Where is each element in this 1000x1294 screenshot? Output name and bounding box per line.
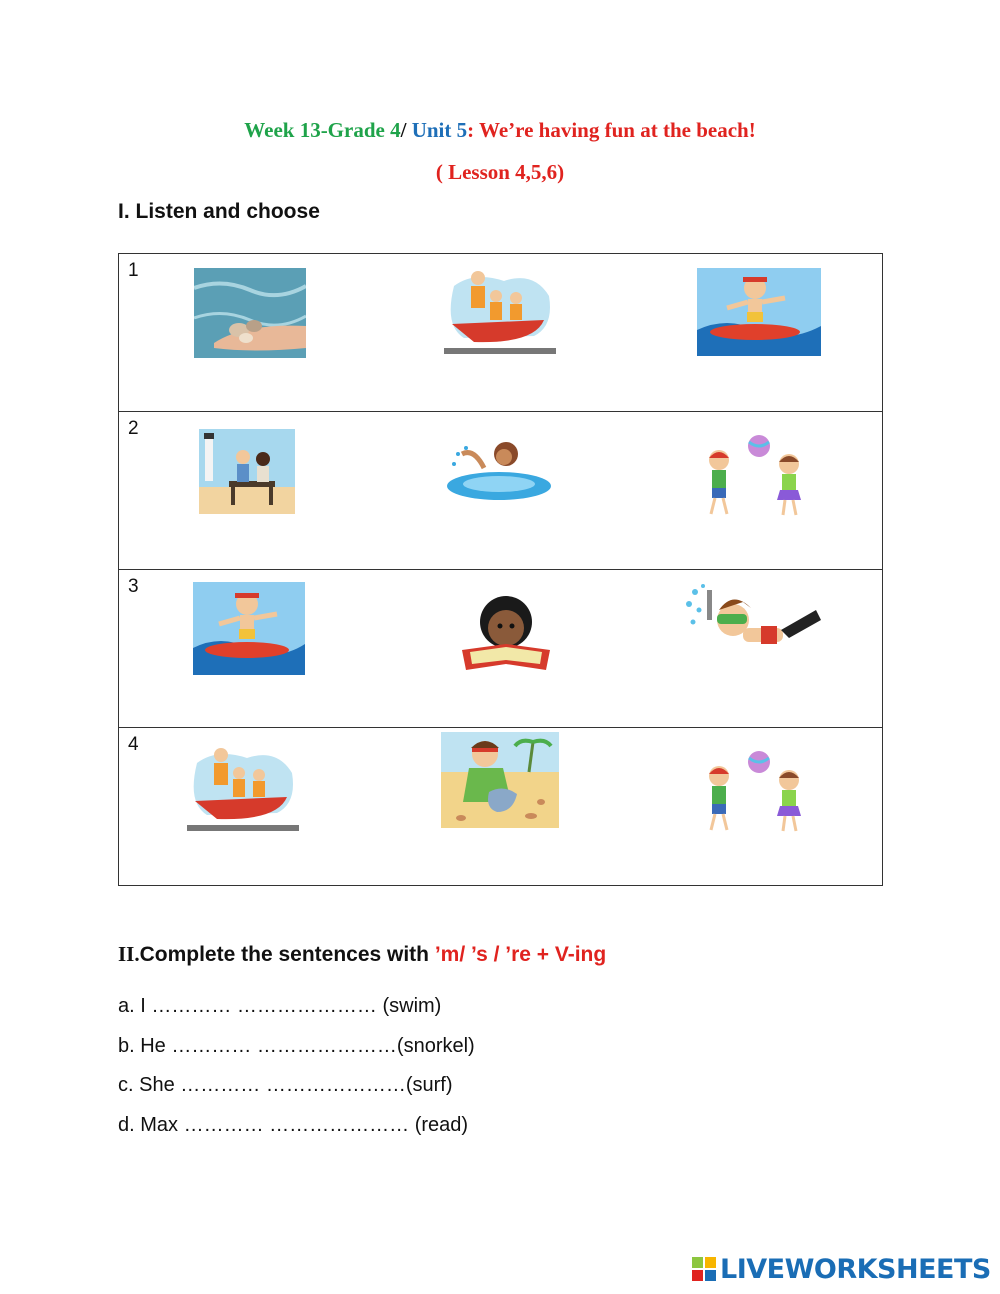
liveworksheets-brand: LIVEWORKSHEETS	[720, 1253, 991, 1285]
table-row	[119, 412, 883, 570]
playing-ball-picture[interactable]	[699, 430, 814, 518]
surfing-boy-picture[interactable]	[697, 268, 821, 356]
grammar-hint: ’m/ ’s / ’re + V-ing	[434, 943, 607, 966]
row-number: 4	[128, 734, 139, 755]
row-number: 1	[128, 260, 139, 281]
section2-instruction: Complete the sentences with	[139, 943, 435, 966]
snorkeling-boy-picture[interactable]	[681, 580, 826, 678]
worksheet-subtitle: ( Lesson 4,5,6)	[435, 160, 565, 184]
sentence-c[interactable]: c. She ………… …………………(surf)	[118, 1074, 453, 1096]
couple-on-bench-picture[interactable]	[199, 429, 295, 514]
row-number: 3	[128, 576, 139, 597]
sailing-boat-picture[interactable]	[444, 266, 556, 354]
title-separator: /	[400, 118, 412, 142]
playing-ball-picture[interactable]	[699, 746, 814, 834]
table-cell	[119, 254, 883, 412]
sailing-boat-picture[interactable]	[187, 743, 299, 831]
collecting-shells-picture[interactable]	[194, 268, 306, 358]
table-row	[119, 254, 883, 412]
reading-boy-picture[interactable]	[456, 594, 556, 672]
surfing-boy-picture[interactable]	[193, 582, 305, 675]
title-week-grade: Week 13-Grade 4	[244, 118, 401, 142]
table-row	[119, 570, 883, 728]
collecting-shells-boy-picture[interactable]	[441, 732, 559, 828]
section2-roman: II.	[118, 942, 140, 966]
listen-choose-table	[118, 253, 883, 886]
table-row	[119, 728, 883, 886]
row-number: 2	[128, 418, 139, 439]
sentence-a[interactable]: a. I ………… ………………… (swim)	[118, 995, 442, 1017]
worksheet-title	[0, 118, 1000, 143]
section2-heading	[118, 942, 606, 967]
section1-heading: I. Listen and choose	[118, 200, 320, 223]
liveworksheets-logo-icon	[692, 1257, 716, 1281]
table-cell	[119, 412, 883, 570]
sentence-b[interactable]: b. He ………… …………………(snorkel)	[118, 1035, 475, 1057]
table-cell	[119, 728, 883, 886]
table-cell	[119, 570, 883, 728]
sentence-d[interactable]: d. Max ………… ………………… (read)	[118, 1114, 469, 1136]
swimming-boy-picture[interactable]	[444, 434, 554, 504]
liveworksheets-logo[interactable]	[692, 1254, 991, 1284]
title-unit: Unit 5	[411, 118, 468, 142]
title-topic: We’re having fun at the beach!	[479, 118, 756, 142]
title-colon: :	[467, 118, 479, 142]
